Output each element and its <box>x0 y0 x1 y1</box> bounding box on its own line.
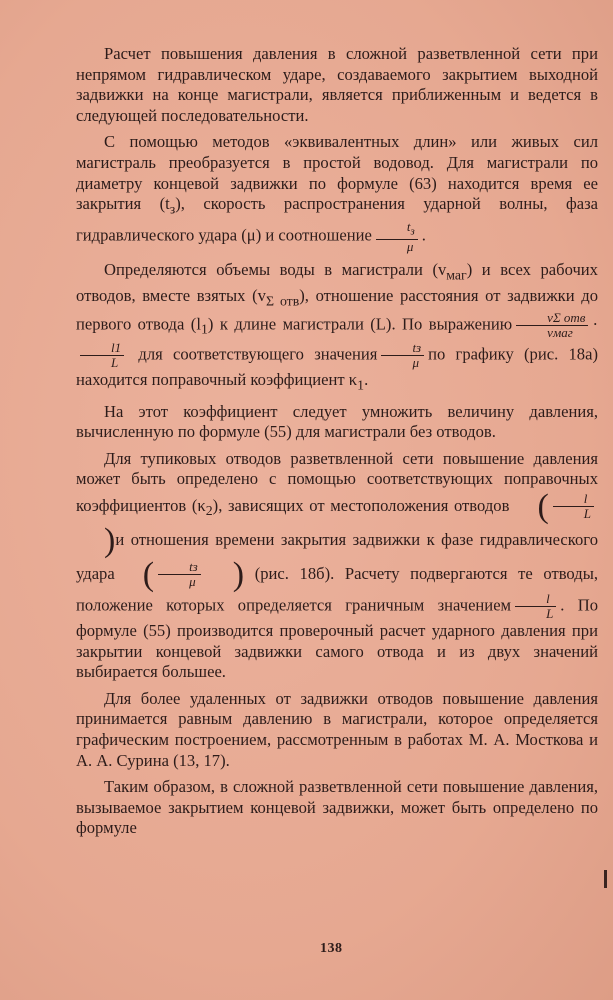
subscript: маг <box>446 266 467 282</box>
fraction-numerator: tз <box>381 341 424 356</box>
multiplication-dot: · <box>592 314 598 334</box>
paragraph-5 <box>76 449 598 683</box>
fraction-denominator: μ <box>406 238 414 254</box>
fraction-denominator: L <box>111 354 119 370</box>
fraction-denominator: L <box>583 506 591 522</box>
fraction-tz-mu <box>158 560 201 589</box>
punctuation: . <box>421 225 426 245</box>
paragraph-1 <box>76 44 598 126</box>
fraction-denominator: μ <box>189 574 196 590</box>
subscript: 1 <box>200 322 208 338</box>
right-paren: ) <box>232 555 245 593</box>
paragraph-2-text-b: ), скорость распространения ударной волны, фаза гидравлического удара (μ) и соотношение <box>76 194 598 245</box>
fraction-l-L <box>553 492 594 521</box>
paragraph-3-text-e: для соответствующего значения <box>138 344 378 363</box>
punctuation: . <box>364 369 369 389</box>
right-paren: ) <box>104 521 116 559</box>
paragraph-7-text: Таким образом, в сложной разветвленной сети повышение давления, вызываемое закрытием концевой задвижки, может быть определено по формуле <box>76 777 598 838</box>
subscript: з <box>410 225 415 238</box>
fraction-numerator: l <box>553 492 594 507</box>
numerator-text: t <box>406 219 411 235</box>
paragraph-3-text-c: ), отношение расстояния от задвижки до первого отвода (l <box>76 285 598 334</box>
fraction-numerator: vΣ отв <box>516 311 588 326</box>
paragraph-3-text-a: Определяются объемы воды в магистрали (v <box>104 259 447 279</box>
paragraph-5-text-e: . По формуле (55) производится проверочный расчет ударного давления при закрытии концевой задвижки самого отвода и из двух значений выбирается большее. <box>76 595 598 682</box>
fraction-denominator: L <box>546 605 554 621</box>
paragraph-1-text: Расчет повышения давления в сложной разветвленной сети при непрямом гидравлическом ударе, создаваемого закрытием выходной задвижки на конце магистрали, является приближенным и ведется в следующей последовательности. <box>76 44 598 125</box>
paragraph-5-text-b: ), зависящих от местоположения отводов <box>212 495 510 515</box>
fraction-denominator: vмаг <box>547 325 573 341</box>
paragraph-4 <box>76 402 598 443</box>
page-number: 138 <box>320 941 343 956</box>
paragraph-7 <box>76 777 598 839</box>
paragraph-3-text-d: ) к длине магистрали (L). По выражению <box>207 314 513 334</box>
paragraph-3 <box>76 260 598 396</box>
subscript: Σ отв <box>265 292 300 308</box>
fraction-numerator <box>376 220 418 240</box>
left-paren: ( <box>142 555 155 593</box>
paragraph-4-text: На этот коэффициент следует умножить величину давления, вычисленную по формуле (55) для магистрали без отводов. <box>76 401 598 442</box>
paragraph-2 <box>76 132 598 253</box>
fraction-denominator: μ <box>412 354 419 370</box>
subscript: з <box>169 201 176 217</box>
margin-mark <box>604 870 607 888</box>
fraction-tz-mu <box>376 220 418 254</box>
paragraph-3-text-f: по графику (рис. 18а) находится поправочный коэффициент κ <box>76 344 598 389</box>
paragraph-6 <box>76 689 598 771</box>
fraction-l-L <box>515 592 556 621</box>
paragraph-5-text-c: и отношения времени закрытия задвижки к фазе гидравлического удара <box>76 529 598 583</box>
fraction-numerator: l1 <box>80 341 124 356</box>
paragraph-5-text-a: Для тупиковых отводов разветвленной сети повышение давления может быть определено с помощью соответствующих поправочных коэффициентов (κ <box>76 448 598 515</box>
fraction-tz-mu <box>381 341 424 370</box>
paragraph-6-text: Для более удаленных от задвижки отводов повышение давления принимается равным давлению в магистрали, которое определяется графическим построением, рассмотренным в работах М. А. Мосткова и А. А. Сурина (13, 17). <box>76 688 598 770</box>
fraction-numerator: l <box>515 592 556 607</box>
fraction-numerator: tз <box>158 560 201 575</box>
fraction-volume-ratio <box>516 311 588 340</box>
paragraph-2-text-a: С помощью методов «эквивалентных длин» или живых сил магистраль преобразуется в простой водовод. Для магистрали по диаметру концевой задвижки по формуле (63) находится время ее закрытия (t <box>76 132 598 214</box>
subscript: 1 <box>357 377 365 392</box>
body-text <box>76 44 598 845</box>
paragraph-5-text-d: (рис. 18б). Расчету подвергаются те отводы, положение которых определяется граничным значением <box>76 563 598 615</box>
subscript: 2 <box>205 503 213 519</box>
left-paren: ( <box>537 487 549 525</box>
fraction-l1-L <box>80 341 124 370</box>
paragraph-3-text-b: ) и всех рабочих отводов, вместе взятых (v <box>76 259 598 305</box>
